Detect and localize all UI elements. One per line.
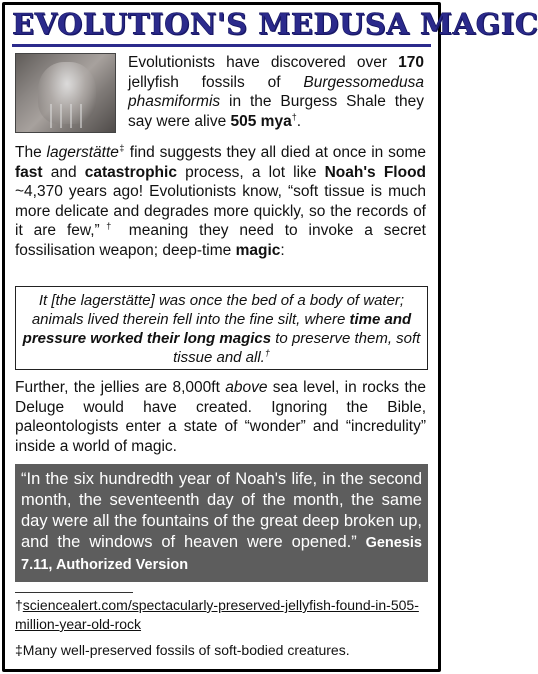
footnote-mark: † <box>264 348 270 358</box>
footnote-mark: ‡ <box>118 142 125 153</box>
text: meaning they need to invoke a secret fossilisation weapon; deep-time <box>15 222 426 259</box>
text: : <box>280 241 285 259</box>
jellyfish-fossil-photo <box>15 53 116 133</box>
text: and <box>42 163 85 181</box>
text: Further, the jellies are 8,000ft <box>15 379 226 396</box>
footnote-divider <box>15 592 133 593</box>
tentacle <box>50 104 52 128</box>
text: find suggests they all died at once in some <box>124 144 426 161</box>
tentacle <box>70 104 72 128</box>
text: jellyfish fossils of <box>128 73 304 91</box>
title-underline <box>12 44 431 47</box>
scripture-reference: Genesis 7.11, Authorized Version <box>21 535 422 573</box>
text: Evolutionists have discovered over <box>128 54 399 71</box>
bold-text: 170 <box>398 54 424 71</box>
text: to preserve them, soft tissue and all. <box>173 330 421 366</box>
footnote-mark: † <box>291 111 297 122</box>
text: process, a lot like <box>176 163 325 181</box>
scripture-text: “In the six hundredth year of Noah's life, in the second month, the seventeenth day of the month, the same day were all the fountains of the great deep broken up, and the windows of heaven were opened.” <box>21 470 422 551</box>
footnote-mark: † <box>99 220 118 231</box>
footnote-mark: † <box>15 597 23 613</box>
bold-text: catastrophic <box>84 163 177 181</box>
footnote-1 <box>15 596 426 634</box>
bold-text: fast <box>15 163 43 181</box>
text: sea level, in rocks the Deluge would have created. Ignoring the Bible, paleontologists enter a state of “wonder” and “incredulity” inside a world of magic. <box>15 379 426 455</box>
quote-box <box>15 286 428 370</box>
jellyfish-shape <box>38 62 96 124</box>
lagerstatte-paragraph <box>15 143 426 260</box>
italic-text: above <box>225 379 268 396</box>
bold-text: 505 mya <box>230 112 292 130</box>
bold-text: time and pressure worked their long magics <box>22 311 412 347</box>
text: ~4,370 years ago! Evolutionists know, “soft tissue is much more delicate and degrades more quickly, so the records of it are few,” <box>15 183 426 239</box>
text: It [the lagerstätte] was once the bed of a body of water; animals lived therein fell into the fine silt, where <box>31 292 405 328</box>
footnote-2 <box>15 641 426 659</box>
bold-text: Noah's Flood <box>324 163 427 181</box>
block-quote <box>22 291 421 367</box>
page-title: EVOLUTION'S MEDUSA MAGIC <box>12 7 538 41</box>
italic-text: lagerstätte <box>46 144 119 161</box>
text: . <box>296 112 302 130</box>
tentacle <box>60 104 62 128</box>
bold-text: magic <box>235 241 281 259</box>
scripture-box <box>15 464 428 582</box>
elevation-paragraph <box>15 378 426 456</box>
species-name: Burgessomedusa phasmiformis <box>128 73 424 110</box>
footnote-text: Many well-preserved fossils of soft-bodied creatures. <box>22 642 350 658</box>
text: in the Burgess Shale they say were alive <box>128 93 424 130</box>
source-link[interactable]: sciencealert.com/spectacularly-preserved-jellyfish-found-in-505-million-year-old-rock <box>15 597 419 632</box>
tentacle <box>80 104 82 128</box>
title-area <box>12 7 538 47</box>
intro-paragraph <box>128 53 424 131</box>
text: The <box>15 144 47 161</box>
footnote-mark: ‡ <box>15 642 23 658</box>
